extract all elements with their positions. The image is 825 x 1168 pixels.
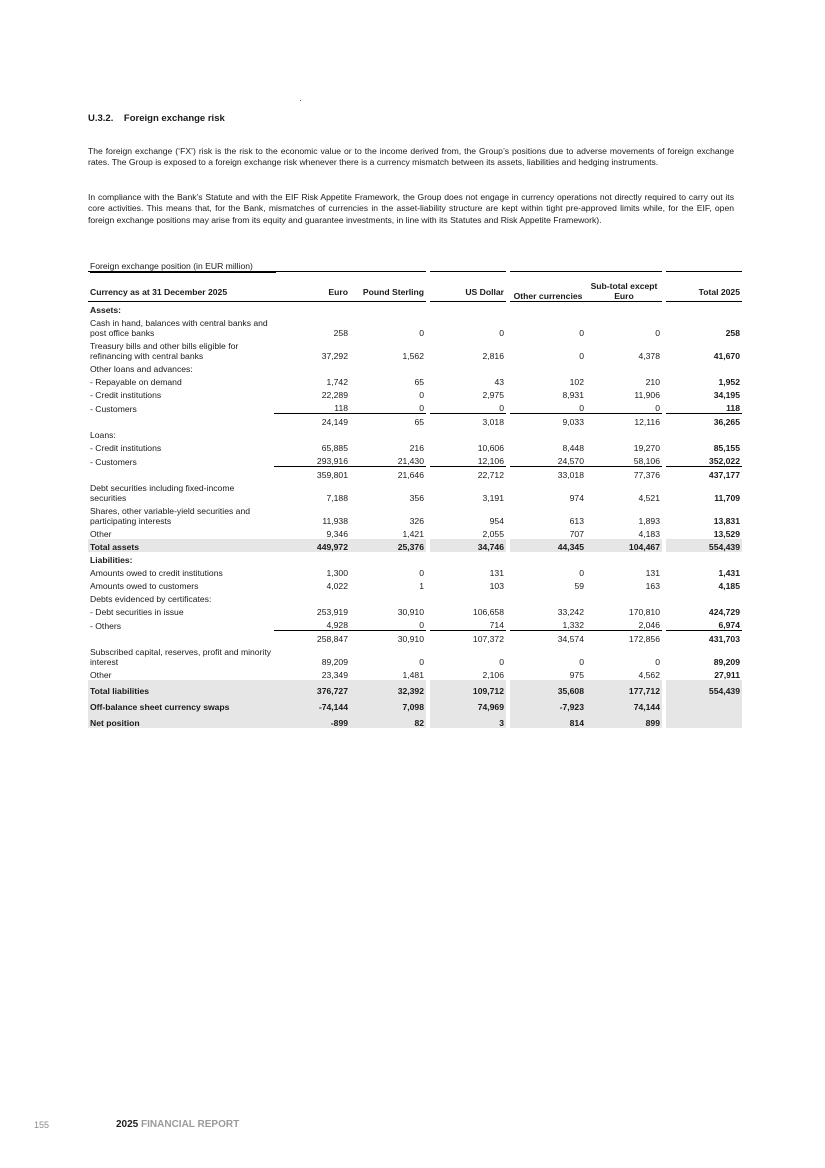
cell-value: 172,856 (628, 634, 660, 644)
cell-value: 258 (725, 328, 740, 338)
table-row (88, 338, 742, 361)
table-row (88, 302, 742, 316)
cell-value: 258 (333, 328, 348, 338)
table-row (88, 427, 742, 440)
header-euro: Euro (274, 272, 350, 302)
cell-value: 85,155 (713, 443, 740, 453)
cell-value (666, 361, 742, 374)
cell-value (274, 552, 350, 565)
cell-value: 356 (409, 493, 424, 503)
row-label: Amounts owed to customers (90, 581, 199, 591)
cell-value: 0 (579, 568, 584, 578)
cell-value: 59 (574, 581, 584, 591)
cell-value: 437,177 (708, 470, 740, 480)
cell-value: 714 (430, 617, 506, 631)
cell-value: 0 (655, 328, 660, 338)
cell-value (510, 361, 586, 374)
table-row (88, 578, 742, 591)
cell-value: 352,022 (666, 453, 742, 467)
cell-value: 1,332 (510, 617, 586, 631)
cell-value: 82 (350, 712, 426, 728)
cell-value (510, 302, 586, 316)
paragraph-fx-definition: The foreign exchange (‘FX’) risk is the risk to the economic value or to the income derived from, the Group’s positions due to adverse movements of foreign exchange rates. The Group is exposed to a foreign exchange risk whenever there is a currency mismatch between its assets, liabilities and hedging instruments. (88, 146, 734, 168)
table-row (88, 591, 742, 604)
cell-value: 707 (569, 529, 584, 539)
cell-value: 424,729 (708, 607, 740, 617)
cell-value (430, 302, 506, 316)
cell-value: 89,209 (321, 657, 348, 667)
cell-value: 118 (274, 400, 350, 414)
cell-value: 106,658 (472, 607, 504, 617)
cell-value: 0 (350, 400, 426, 414)
cell-value: 431,703 (708, 634, 740, 644)
table-row (88, 644, 742, 667)
cell-value (666, 696, 742, 712)
cell-value: 170,810 (628, 607, 660, 617)
header-us-dollar: US Dollar (430, 272, 506, 302)
row-label: Cash in hand, balances with central banks and post office banks (90, 318, 268, 338)
cell-value: 2,106 (482, 670, 504, 680)
header-currency: Currency as at 31 December 2025 (88, 272, 274, 302)
cell-value (274, 427, 350, 440)
cell-value: 293,916 (274, 453, 350, 467)
row-label: Other loans and advances: (90, 364, 193, 374)
cell-value: 9,033 (562, 417, 584, 427)
cell-value: 25,376 (350, 539, 426, 552)
cell-value: 554,439 (666, 680, 742, 696)
cell-value: 7,098 (350, 696, 426, 712)
cell-value: 4,562 (638, 670, 660, 680)
report-title (116, 1119, 239, 1130)
cell-value: 814 (510, 712, 586, 728)
table-total-row (88, 680, 742, 696)
cell-value: 44,345 (510, 539, 586, 552)
cell-value: 104,467 (586, 539, 662, 552)
table-row (88, 387, 742, 400)
cell-value: 1,893 (638, 516, 660, 526)
cell-value: 77,376 (633, 470, 660, 480)
paragraph-fx-compliance: In compliance with the Bank’s Statute and with the EIF Risk Appetite Framework, the Group does not engage in currency operations not directly required to carry out its core activities. This means that, for the Bank, mismatches of currencies in the asset-liability structure are kept within tight pre-approved limits while, for the EIF, open foreign exchange positions may arise from its equity and guarantee investments, in line with its Statutes and Risk Appetite Framework). (88, 192, 734, 225)
cell-value: 27,911 (714, 670, 740, 680)
cell-value: 376,727 (274, 680, 350, 696)
cell-value: 0 (586, 400, 662, 414)
cell-value: -74,144 (274, 696, 350, 712)
cell-value: 0 (579, 657, 584, 667)
cell-value: 41,670 (713, 351, 740, 361)
cell-value: 163 (645, 581, 660, 591)
cell-value: 22,289 (321, 390, 348, 400)
cell-value: 974 (569, 493, 584, 503)
section-number: U.3.2. (88, 113, 114, 124)
row-label (88, 631, 274, 645)
cell-value (350, 361, 426, 374)
cell-value: 613 (569, 516, 584, 526)
row-label: Net position (88, 712, 274, 728)
header-total-2025: Total 2025 (666, 272, 742, 302)
table-header-row (88, 272, 742, 302)
cell-value: 12,116 (634, 417, 660, 427)
cell-value: 0 (499, 328, 504, 338)
cell-value (350, 552, 426, 565)
row-label: Debt securities including fixed-income securities (90, 483, 235, 503)
cell-value: 326 (409, 516, 424, 526)
cell-value: 0 (430, 400, 506, 414)
row-label: Shares, other variable-yield securities and participating interests (90, 506, 251, 526)
cell-value (274, 361, 350, 374)
cell-value: 74,144 (586, 696, 662, 712)
cell-value: 1,952 (718, 377, 740, 387)
cell-value: 0 (579, 351, 584, 361)
cell-value: 1,300 (326, 568, 348, 578)
report-title-text: FINANCIAL REPORT (141, 1119, 240, 1130)
cell-value: 19,270 (633, 443, 660, 453)
table-row (88, 361, 742, 374)
table-total-row (88, 712, 742, 728)
table-row (88, 552, 742, 565)
cell-value: 65 (414, 377, 424, 387)
cell-value: 0 (419, 328, 424, 338)
cell-value: 359,801 (316, 470, 348, 480)
cell-value (510, 427, 586, 440)
cell-value: 10,606 (477, 443, 504, 453)
row-label: Off-balance sheet currency swaps (88, 696, 274, 712)
cell-value (430, 427, 506, 440)
cell-value: 6,974 (666, 617, 742, 631)
table-row (88, 480, 742, 503)
table-row (88, 565, 742, 578)
cell-value: 899 (586, 712, 662, 728)
row-label: Other (90, 670, 112, 680)
table-row (88, 467, 742, 481)
cell-value: 253,919 (316, 607, 348, 617)
cell-value: 1,421 (402, 529, 424, 539)
cell-value: 11,709 (714, 493, 740, 503)
cell-value (666, 302, 742, 316)
cell-value: 11,906 (634, 390, 660, 400)
cell-value (510, 552, 586, 565)
table-total-row (88, 696, 742, 712)
cell-value: 0 (499, 657, 504, 667)
cell-value: 35,608 (510, 680, 586, 696)
cell-value: 4,022 (326, 581, 348, 591)
cell-value: 30,910 (397, 634, 424, 644)
table-row (88, 604, 742, 617)
cell-value: 4,185 (718, 581, 740, 591)
cell-value: 36,265 (713, 417, 740, 427)
cell-value: 4,521 (638, 493, 660, 503)
row-label: - Debt securities in issue (90, 607, 184, 617)
cell-value: 13,831 (713, 516, 740, 526)
cell-value: 4,183 (638, 529, 660, 539)
cell-value: 258,847 (316, 634, 348, 644)
cell-value: 0 (510, 400, 586, 414)
page-number: 155 (34, 1120, 50, 1130)
cell-value: 2,975 (482, 390, 504, 400)
cell-value: 177,712 (586, 680, 662, 696)
cell-value: 58,106 (586, 453, 662, 467)
cell-value: 12,106 (430, 453, 506, 467)
cell-value: 216 (409, 443, 424, 453)
cell-value: 2,055 (482, 529, 504, 539)
cell-value (666, 591, 742, 604)
cell-value: 109,712 (430, 680, 506, 696)
cell-value (510, 591, 586, 604)
table-row (88, 315, 742, 338)
cell-value: 131 (645, 568, 660, 578)
cell-value: 3,018 (482, 417, 504, 427)
row-label: - Credit institutions (90, 443, 162, 453)
fx-position-table (88, 271, 742, 728)
row-label (88, 467, 274, 481)
table-row (88, 667, 742, 680)
cell-value: 1 (419, 581, 424, 591)
cell-value (350, 591, 426, 604)
cell-value: 0 (579, 328, 584, 338)
cell-value: 33,242 (557, 607, 584, 617)
cell-value: 210 (645, 377, 660, 387)
decorative-dot (300, 100, 301, 101)
header-other-currencies: Other currencies (510, 272, 586, 302)
table-row (88, 453, 742, 467)
row-label: Subscribed capital, reserves, profit and minority interest (90, 647, 272, 667)
cell-value (430, 361, 506, 374)
row-label: - Customers (90, 456, 137, 467)
cell-value: 3 (430, 712, 506, 728)
cell-value (350, 427, 426, 440)
cell-value: 32,392 (350, 680, 426, 696)
cell-value: 30,910 (397, 607, 424, 617)
cell-value: 1,742 (326, 377, 348, 387)
cell-value: 22,712 (477, 470, 504, 480)
cell-value: 74,969 (430, 696, 506, 712)
row-label: - Credit institutions (90, 390, 162, 400)
cell-value (586, 591, 662, 604)
row-label: - Others (90, 620, 122, 631)
cell-value: 1,431 (718, 568, 740, 578)
table-row (88, 400, 742, 414)
cell-value: 65,885 (321, 443, 348, 453)
table-caption: Foreign exchange position (in EUR million) (90, 261, 276, 273)
cell-value: 34,574 (557, 634, 584, 644)
cell-value: 554,439 (666, 539, 742, 552)
cell-value (350, 302, 426, 316)
cell-value: 37,292 (321, 351, 348, 361)
cell-value: 13,529 (713, 529, 740, 539)
cell-value: 34,195 (713, 390, 740, 400)
cell-value: 0 (350, 617, 426, 631)
row-label: Loans: (90, 430, 116, 440)
cell-value (586, 427, 662, 440)
cell-value: 4,928 (274, 617, 350, 631)
cell-value (666, 712, 742, 728)
cell-value: -899 (274, 712, 350, 728)
cell-value (586, 302, 662, 316)
row-label: Debts evidenced by certificates: (90, 594, 212, 604)
cell-value: 0 (419, 657, 424, 667)
row-label: Assets: (90, 305, 122, 315)
cell-value (586, 361, 662, 374)
cell-value: 89,209 (713, 657, 740, 667)
cell-value: 0 (419, 390, 424, 400)
cell-value: 34,746 (430, 539, 506, 552)
table-row (88, 503, 742, 526)
table-row (88, 374, 742, 387)
cell-value: 24,149 (321, 417, 348, 427)
row-label: Amounts owed to credit institutions (90, 568, 223, 578)
cell-value (666, 552, 742, 565)
cell-value: 107,372 (472, 634, 504, 644)
cell-value: 9,346 (326, 529, 348, 539)
row-label: Total liabilities (88, 680, 274, 696)
table-row (88, 617, 742, 631)
cell-value: 2,046 (586, 617, 662, 631)
cell-value (274, 591, 350, 604)
cell-value (430, 591, 506, 604)
cell-value: 449,972 (274, 539, 350, 552)
cell-value: 2,816 (482, 351, 504, 361)
cell-value: 975 (569, 670, 584, 680)
table-total-row (88, 539, 742, 552)
cell-value: 43 (494, 377, 504, 387)
table-row (88, 526, 742, 539)
header-subtotal-except-euro: Sub-total except Euro (586, 272, 662, 302)
cell-value: 102 (569, 377, 584, 387)
cell-value: 11,938 (322, 516, 348, 526)
row-label: Total assets (88, 539, 274, 552)
cell-value: 65 (414, 417, 424, 427)
row-label: Other (90, 529, 112, 539)
cell-value (666, 427, 742, 440)
report-year: 2025 (116, 1119, 139, 1130)
cell-value: 24,570 (510, 453, 586, 467)
cell-value: 23,349 (321, 670, 348, 680)
table-row (88, 631, 742, 645)
cell-value: 7,188 (326, 493, 348, 503)
cell-value (430, 552, 506, 565)
cell-value: 3,191 (482, 493, 504, 503)
table-row (88, 414, 742, 428)
table-row (88, 440, 742, 453)
cell-value: 8,448 (562, 443, 584, 453)
section-title: Foreign exchange risk (123, 113, 225, 124)
section-heading (88, 113, 225, 124)
cell-value: 21,430 (350, 453, 426, 467)
cell-value: 1,562 (402, 351, 424, 361)
row-label: Liabilities: (90, 555, 133, 565)
row-label: - Customers (90, 403, 137, 414)
cell-value: 0 (655, 657, 660, 667)
cell-value: 131 (489, 568, 504, 578)
row-label (88, 414, 274, 428)
cell-value: 0 (419, 568, 424, 578)
row-label: - Repayable on demand (90, 377, 182, 387)
cell-value: 21,646 (397, 470, 424, 480)
cell-value: 103 (489, 581, 504, 591)
cell-value: 33,018 (557, 470, 584, 480)
header-pound-sterling: Pound Sterling (350, 272, 426, 302)
cell-value: -7,923 (510, 696, 586, 712)
cell-value: 118 (666, 400, 742, 414)
cell-value: 8,931 (562, 390, 584, 400)
cell-value: 1,481 (402, 670, 424, 680)
cell-value: 954 (489, 516, 504, 526)
cell-value: 4,378 (638, 351, 660, 361)
cell-value (586, 552, 662, 565)
row-label: Treasury bills and other bills eligible for refinancing with central banks (90, 341, 239, 361)
cell-value (274, 302, 350, 316)
